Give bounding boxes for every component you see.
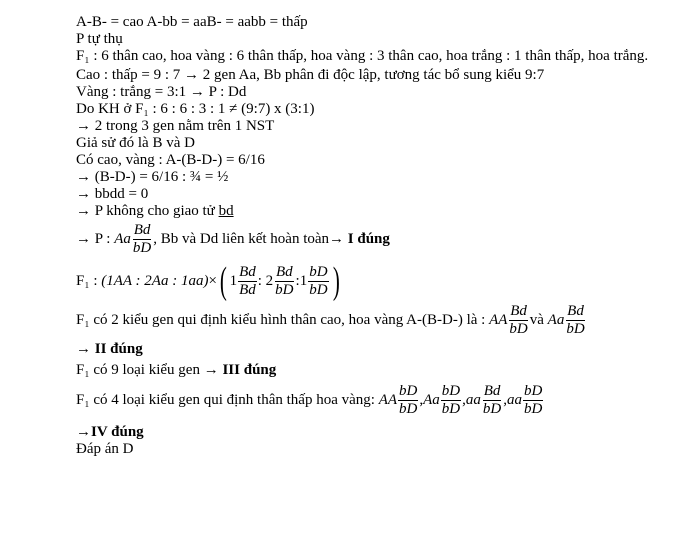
line-f1-four-genotypes: F₁ có 4 loại kiểu gen qui định thân thấp hoa vàng: AA $\frac{bD}{bD}$ , Aa $\frac{bD}{bD}$ , aa $\frac{Bd}{bD}$ , aa $\frac{bD}{bD}$ bbox=[76, 383, 543, 417]
line-phenotype-check: Do KH ở F₁ : 6 : 6 : 3 : 1 ≠ (9:7) x (3:1) bbox=[76, 101, 315, 117]
statement-II: → II đúng bbox=[76, 341, 143, 357]
line-f1-ratio: F₁ : 6 thân cao, hoa vàng : 6 thân thấp, hoa vàng : 3 thân cao, hoa trắng : 1 thân thấp, hoa trắng. bbox=[76, 48, 649, 64]
fraction-Bd-bD: $\frac{Bd}{bD}$ bbox=[132, 222, 152, 256]
line-gamete: → P không cho giao tử bd bbox=[76, 203, 234, 219]
statement-III: → III đúng bbox=[203, 362, 277, 378]
statement-I: → I đúng bbox=[329, 231, 390, 247]
fraction-Bd-bD-4: $\frac{Bd}{bD}$ bbox=[566, 303, 585, 337]
fraction-Bd-bD-2: $\frac{Bd}{bD}$ bbox=[275, 263, 294, 298]
line-nine-genotypes: F₁ có 9 loại kiểu gen → III đúng bbox=[76, 362, 277, 378]
line-assume: Giả sử đó là B và D bbox=[76, 135, 195, 151]
answer: Đáp án D bbox=[76, 441, 134, 457]
f1-a-group: (1AA : 2Aa : 1aa) bbox=[101, 272, 209, 289]
line-tall-yellow: Có cao, vàng : A-(B-D-) = 6/16 bbox=[76, 152, 265, 168]
line-f1-genotypes: F₁ : (1AA : 2Aa : 1aa) × ( 1 $\frac{Bd}{Bd}$ : 2 $\frac{Bd}{bD}$ : 1 $\frac{bD}{bD}$ ) bbox=[76, 260, 340, 302]
line-color-ratio: Vàng : trắng = 3:1 → P : Dd bbox=[76, 84, 247, 100]
solution-document bbox=[76, 14, 666, 458]
fraction-Bd-bD-5: $\frac{Bd}{bD}$ bbox=[482, 383, 502, 417]
fraction-Bd-bD-3: $\frac{Bd}{bD}$ bbox=[509, 303, 528, 337]
line-p-genotype: → P : Aa $\frac{Bd}{bD}$ , Bb và Dd liên kết hoàn toàn → I đúng bbox=[76, 222, 390, 256]
line-bbdd: → bbdd = 0 bbox=[76, 186, 149, 202]
line-f1-two-genotypes: F₁ có 2 kiểu gen qui định kiểu hình thân cao, hoa vàng A-(B-D-) là : AA $\frac{Bd}{bD}$ và Aa $\frac{Bd}{bD}$ bbox=[76, 303, 585, 337]
fraction-bD-bD-3: $\frac{bD}{bD}$ bbox=[441, 383, 461, 417]
fraction-Bd-Bd: $\frac{Bd}{Bd}$ bbox=[239, 263, 256, 298]
line-phenotype-rule: A-B- = cao A-bb = aaB- = aabb = thấp bbox=[76, 14, 308, 30]
gamete-bd: bd bbox=[218, 203, 234, 219]
line-self-cross: P tự thụ bbox=[76, 31, 123, 47]
statement-IV: →IV đúng bbox=[76, 424, 144, 440]
fraction-bD-bD: $\frac{bD}{bD}$ bbox=[309, 263, 328, 298]
fraction-bD-bD-4: $\frac{bD}{bD}$ bbox=[523, 383, 543, 417]
fraction-bD-bD-2: $\frac{bD}{bD}$ bbox=[399, 383, 418, 417]
line-height-ratio: Cao : thấp = 9 : 7 → 2 gen Aa, Bb phân đi độc lập, tương tác bổ sung kiểu 9:7 bbox=[76, 67, 545, 83]
line-bd-calc: → (B-D-) = 6/16 : ¾ = ½ bbox=[76, 169, 229, 185]
line-linkage: → 2 trong 3 gen nằm trên 1 NST bbox=[76, 118, 275, 134]
